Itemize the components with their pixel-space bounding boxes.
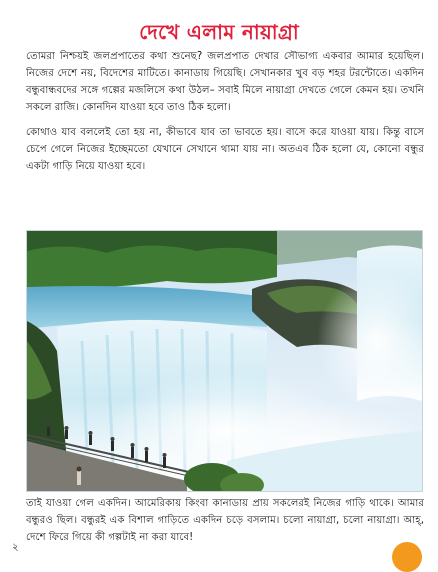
page-corner-tab (392, 542, 422, 572)
page-number: ২ (12, 542, 19, 553)
paragraph-intro: তোমরা নিশ্চয়ই জলপ্রপাতের কথা শুনেছ? জলপ্রপাত দেখার সৌভাগ্য একবার আমার হয়েছিল। নিজের দেশে নয়, বিদেশের মাটিতে। কানাডায় গিয়েছি। সেখানকার খুব বড় শহর টরন্টোতে। একদিন বন্ধুবান্ধবদের সঙ্গে গল্পের মজলিসে কথা উঠল– সবাই মিলে নায়াগ্রা দেখতে গেলে কেমন হয়। তখনি সকলে রাজি। কোনদিন যাওয়া হবে তাও ঠিক হলো। (26, 51, 424, 113)
paragraph-car-trip: তাই যাওয়া গেল একদিন। আমেরিকায় কিংবা কানাডায় প্রায় সকলেরই নিজের গাড়ি থাকে। আমার বন্ধুরও ছিল। বন্ধুরই এক বিশাল গাড়িতে একদিন চড়ে বসলাম। চলো নায়াগ্রা, চলো নায়াগ্রা। আহ্‌, দেশে ফিরে গিয়ে কী গল্পটাই না করা যাবে! (26, 498, 424, 543)
niagara-falls-photo (26, 230, 423, 492)
page-title: দেখে এলাম নায়াগ্রা (139, 20, 299, 45)
paragraph-travel-plan: কোথাও যাব বললেই তো হয় না, কীভাবে যাব তা ভাবতে হয়। বাসে করে যাওয়া যায়। কিন্তু বাসে চেপে গেলে নিজের ইচ্ছেমতো যেখানে সেখানে থামা যায় না। অতএব ঠিক হলো যে, কোনো বন্ধুর একটা গাড়ি নিয়ে যাওয়া হবে। (26, 127, 424, 172)
